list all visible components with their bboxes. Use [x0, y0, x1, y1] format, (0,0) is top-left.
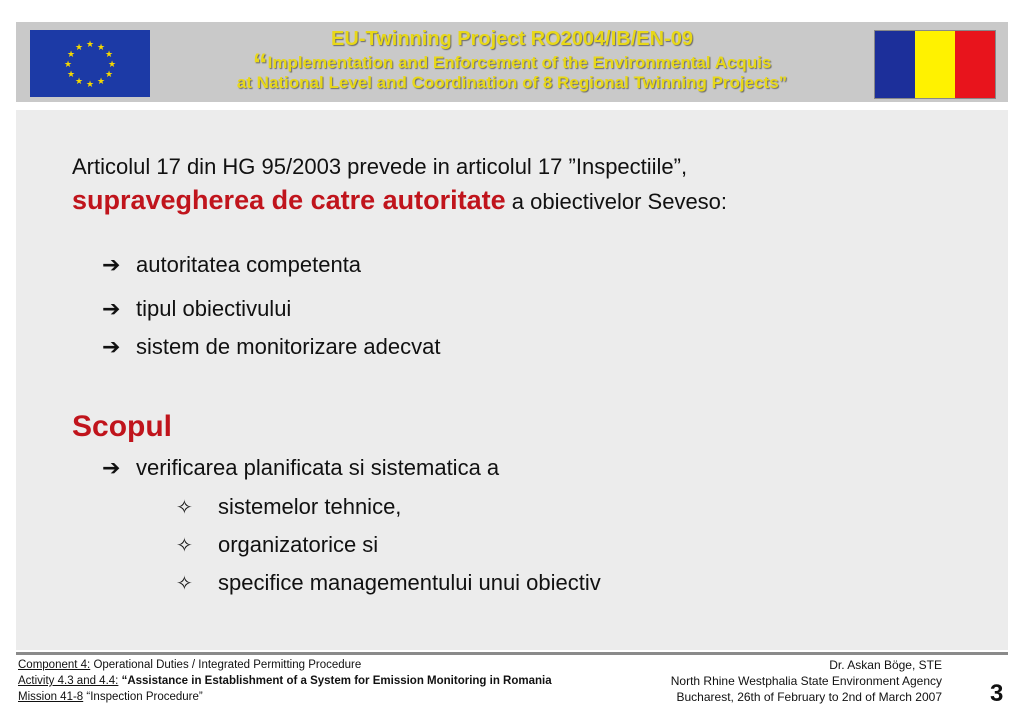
list-item: ➔ autoritatea competenta [102, 252, 362, 277]
sub-list-item: ✧ specifice managementului unui obiectiv [172, 570, 601, 596]
romania-flag-icon [874, 30, 996, 99]
footer-activity: Activity 4.3 and 4.4: “Assistance in Establishment of a System for Emission Monitoring in Romania [18, 675, 552, 687]
slide-content [16, 110, 1008, 650]
project-subtitle-line2: at National Level and Coordination of 8 Regional Twinning Projects” [236, 73, 788, 92]
arrow-right-icon: ➔ [102, 334, 121, 359]
eu-star: ★ [96, 43, 106, 53]
page-number: 3 [990, 680, 1004, 707]
project-title: EU-Twinning Project RO2004/IB/EN-09 [331, 28, 693, 50]
eu-star: ★ [104, 50, 114, 60]
sub-list-item: ✧ sistemelor tehnice, [172, 494, 401, 520]
intro-paragraph [72, 152, 972, 220]
ro-flag-yellow-stripe [915, 31, 955, 98]
arrow-right-icon: ➔ [102, 252, 121, 277]
eu-flag-icon [30, 30, 150, 97]
header-title [156, 26, 868, 92]
star-outline-icon: ✧ [176, 572, 193, 595]
footer-component: Component 4: Operational Duties / Integrated Permitting Procedure [18, 659, 362, 671]
section-heading: Scopul [72, 410, 173, 443]
star-outline-icon: ✧ [176, 496, 193, 519]
intro-line2 [72, 182, 972, 220]
arrow-right-icon: ➔ [102, 455, 121, 480]
eu-star: ★ [66, 70, 76, 80]
intro-line1: Articolul 17 din HG 95/2003 prevede in articolul 17 ”Inspectiile”, [72, 154, 688, 179]
sub-list-item: ✧ organizatorice si [172, 532, 378, 558]
eu-star: ★ [96, 77, 106, 87]
intro-rest: a obiectivelor Seveso: [505, 189, 728, 214]
list-item: ➔ sistem de monitorizare adecvat [102, 334, 441, 359]
eu-stars [30, 30, 150, 97]
slide-header [16, 22, 1008, 102]
footer-mission: Mission 41-8 “Inspection Procedure” [18, 691, 203, 703]
eu-star: ★ [63, 60, 73, 70]
eu-star: ★ [74, 77, 84, 87]
footer-date: Bucharest, 26th of February to 2nd of March 2007 [676, 690, 942, 704]
eu-star: ★ [107, 60, 117, 70]
ro-flag-blue-stripe [875, 31, 915, 98]
eu-star: ★ [66, 50, 76, 60]
eu-star: ★ [85, 40, 95, 50]
arrow-right-icon: ➔ [102, 296, 121, 321]
footer-left [18, 657, 552, 705]
ro-flag-red-stripe [955, 31, 995, 98]
project-subtitle-line1: “Implementation and Enforcement of the Environmental Acquis [252, 48, 772, 81]
eu-star: ★ [74, 43, 84, 53]
footer-right [671, 657, 942, 705]
footer-agency: North Rhine Westphalia State Environment Agency [670, 674, 942, 688]
intro-highlight: supravegherea de catre autoritate [72, 185, 506, 215]
list-item: ➔ verificarea planificata si sistematica a [102, 455, 500, 480]
list-item: ➔ tipul obiectivului [102, 296, 292, 321]
star-outline-icon: ✧ [176, 534, 193, 557]
footer-author: Dr. Askan Böge, STE [829, 658, 942, 672]
eu-star: ★ [85, 80, 95, 90]
eu-star: ★ [104, 70, 114, 80]
footer-divider [16, 652, 1008, 655]
